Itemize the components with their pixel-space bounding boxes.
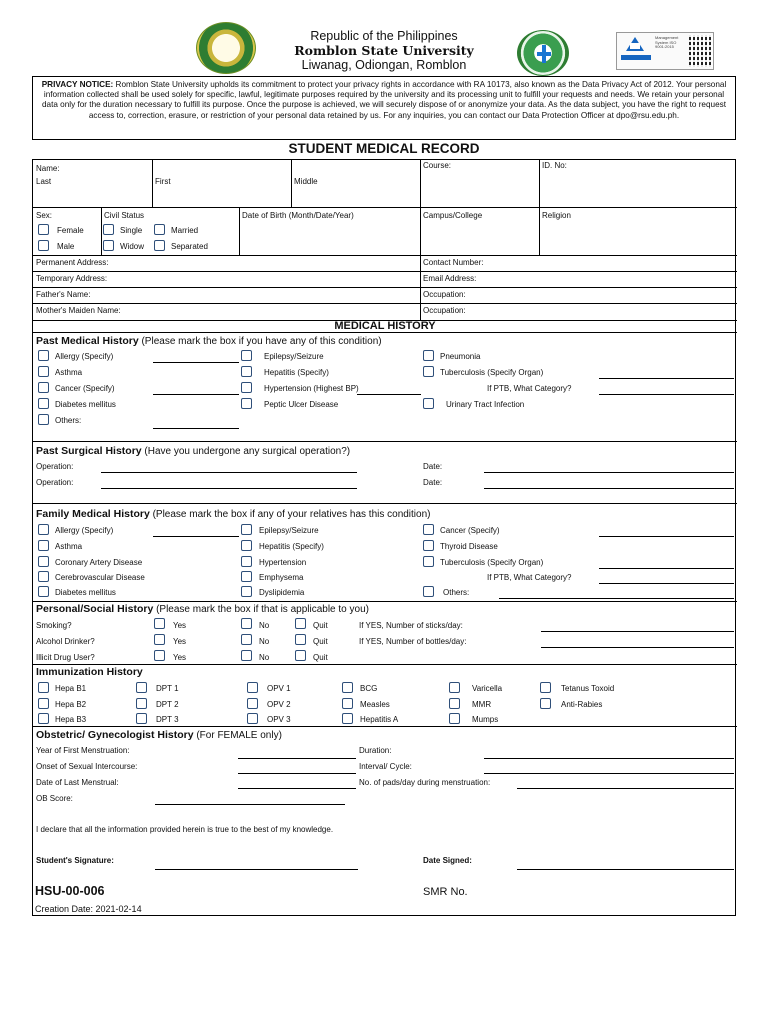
medical-history-heading: MEDICAL HISTORY	[334, 320, 436, 332]
student-signature-line[interactable]	[155, 869, 358, 870]
obgyn-history-title: Obstetric/ Gynecologist History (For FEMALE only)	[36, 729, 282, 741]
dpt2-label: DPT 2	[156, 700, 179, 709]
separated-checkbox[interactable]	[154, 240, 165, 251]
fmh-allergy-specify-line[interactable]	[153, 536, 239, 537]
tetanus-toxoid-label: Tetanus Toxoid	[561, 684, 615, 693]
fmh-others-checkbox[interactable]	[423, 586, 434, 597]
fmh-asthma-checkbox[interactable]	[38, 540, 49, 551]
course-field[interactable]: Course:	[423, 161, 452, 170]
married-checkbox[interactable]	[154, 224, 165, 235]
pmh-cancer-specify-line[interactable]	[153, 394, 239, 395]
hepa-b1-checkbox[interactable]	[38, 682, 49, 693]
smoking-no-label: No	[259, 621, 270, 630]
bcg-label: BCG	[360, 684, 378, 693]
single-label: Single	[120, 226, 143, 235]
last-menstrual-label: Date of Last Menstrual:	[36, 778, 119, 787]
illicit-drug-label: Illicit Drug User?	[36, 653, 95, 662]
dpt1-checkbox[interactable]	[136, 682, 147, 693]
pmh-peptic-ulcer-label: Peptic Ulcer Disease	[264, 400, 339, 409]
pmh-asthma-checkbox[interactable]	[38, 366, 49, 377]
first-menstruation-line[interactable]	[238, 758, 356, 759]
university-address: Liwanag, Odiongan, Romblon	[301, 58, 467, 72]
fmh-epilepsy-checkbox[interactable]	[241, 524, 252, 535]
bottles-per-day-line[interactable]	[541, 647, 734, 648]
health-services-logo	[517, 30, 569, 76]
interval-cycle-label: Interval/ Cycle:	[359, 762, 412, 771]
middle-name-field[interactable]: Middle	[294, 177, 318, 186]
fmh-cad-label: Coronary Artery Disease	[55, 558, 143, 567]
fmh-allergy-label: Allergy (Specify)	[55, 526, 114, 535]
pmh-uti-checkbox[interactable]	[423, 398, 434, 409]
name-label: Name:	[36, 164, 60, 173]
medical-cross-icon	[537, 45, 551, 63]
bcg-checkbox[interactable]	[342, 682, 353, 693]
creation-date: Creation Date: 2021-02-14	[35, 904, 142, 914]
pmh-allergy-label: Allergy (Specify)	[55, 352, 114, 361]
anti-rabies-checkbox[interactable]	[540, 698, 551, 709]
fmh-hypertension-checkbox[interactable]	[241, 556, 252, 567]
opv1-label: OPV 1	[267, 684, 291, 693]
married-label: Married	[171, 226, 199, 235]
fmh-ptb-category-label: If PTB, What Category?	[487, 573, 572, 582]
pmh-hypertension-bp-line[interactable]	[357, 394, 421, 395]
operation-2-date-label: Date:	[423, 478, 443, 487]
form-title: STUDENT MEDICAL RECORD	[288, 141, 480, 156]
pmh-cancer-checkbox[interactable]	[38, 382, 49, 393]
fmh-hepatitis-checkbox[interactable]	[241, 540, 252, 551]
alcohol-yes-checkbox[interactable]	[154, 634, 165, 645]
operation-2-date-line[interactable]	[484, 488, 734, 489]
fmh-cancer-label: Cancer (Specify)	[440, 526, 500, 535]
fathers-name-field[interactable]: Father's Name:	[36, 290, 91, 299]
pmh-asthma-label: Asthma	[55, 368, 83, 377]
dpt3-checkbox[interactable]	[136, 713, 147, 724]
alcohol-no-checkbox[interactable]	[241, 634, 252, 645]
fmh-diabetes-label: Diabetes mellitus	[55, 588, 116, 597]
opv2-checkbox[interactable]	[247, 698, 258, 709]
sticks-per-day-line[interactable]	[541, 631, 734, 632]
operation-2-line[interactable]	[101, 488, 357, 489]
pads-per-day-label: No. of pads/day during menstruation:	[359, 778, 491, 787]
mmr-checkbox[interactable]	[449, 698, 460, 709]
past-surgical-history-title: Past Surgical History (Have you undergone any surgical operation?)	[36, 445, 351, 457]
tetanus-toxoid-checkbox[interactable]	[540, 682, 551, 693]
mumps-label: Mumps	[472, 715, 499, 724]
smoking-yes-checkbox[interactable]	[154, 618, 165, 629]
family-medical-history-title: Family Medical History (Please mark the box if any of your relatives has this condition)	[36, 508, 431, 520]
opv3-checkbox[interactable]	[247, 713, 258, 724]
varicella-label: Varicella	[472, 684, 503, 693]
privacy-notice	[32, 76, 736, 140]
fmh-thyroid-checkbox[interactable]	[423, 540, 434, 551]
pmh-ptb-category-label: If PTB, What Category?	[487, 384, 572, 393]
smoking-quit-checkbox[interactable]	[295, 618, 306, 629]
hepa-b1-label: Hepa B1	[55, 684, 87, 693]
fmh-tuberculosis-organ-line[interactable]	[599, 568, 734, 569]
bottles-per-day-label: If YES, Number of bottles/day:	[359, 637, 467, 646]
pmh-diabetes-label: Diabetes mellitus	[55, 400, 116, 409]
form-code: HSU-00-006	[35, 884, 105, 898]
fmh-others-line[interactable]	[499, 598, 734, 599]
pmh-peptic-ulcer-checkbox[interactable]	[241, 398, 252, 409]
pmh-pneumonia-checkbox[interactable]	[423, 350, 434, 361]
drug-quit-checkbox[interactable]	[295, 650, 306, 661]
fmh-emphysema-label: Emphysema	[259, 573, 304, 582]
student-signature-label: Student's Signature:	[36, 856, 114, 865]
operation-1-date-line[interactable]	[484, 472, 734, 473]
civil-status-label: Civil Status	[104, 211, 145, 220]
sticks-per-day-label: If YES, Number of sticks/day:	[359, 621, 463, 630]
widow-label: Widow	[120, 242, 145, 251]
fmh-cvd-label: Cerebrovascular Disease	[55, 573, 145, 582]
pmh-others-label: Others:	[55, 416, 82, 425]
last-name-field[interactable]: Last	[36, 177, 52, 186]
fmh-emphysema-checkbox[interactable]	[241, 571, 252, 582]
measles-checkbox[interactable]	[342, 698, 353, 709]
medical-record-form	[32, 159, 736, 916]
pmh-pneumonia-label: Pneumonia	[440, 352, 481, 361]
permanent-address-field[interactable]: Permanent Address:	[36, 258, 109, 267]
iso-certification-badge	[616, 32, 714, 70]
onset-intercourse-line[interactable]	[238, 773, 356, 774]
mothers-name-field[interactable]: Mother's Maiden Name:	[36, 306, 121, 315]
ob-score-line[interactable]	[155, 804, 345, 805]
fmh-hepatitis-label: Hepatitis (Specify)	[259, 542, 324, 551]
campus-field[interactable]: Campus/College	[423, 211, 483, 220]
pmh-allergy-checkbox[interactable]	[38, 350, 49, 361]
fmh-epilepsy-label: Epilepsy/Seizure	[259, 526, 319, 535]
hepa-b2-label: Hepa B2	[55, 700, 87, 709]
fmh-others-label: Others:	[443, 588, 470, 597]
operation-1-date-label: Date:	[423, 462, 443, 471]
dob-field[interactable]: Date of Birth (Month/Date/Year)	[242, 211, 354, 220]
pmh-tuberculosis-checkbox[interactable]	[423, 366, 434, 377]
pmh-diabetes-line[interactable]	[153, 428, 239, 429]
first-menstruation-label: Year of First Menstruation:	[36, 746, 130, 755]
university-name: Romblon State University	[294, 43, 474, 58]
alcohol-label: Alcohol Drinker?	[36, 637, 95, 646]
document-header	[0, 0, 768, 76]
female-checkbox[interactable]	[38, 224, 49, 235]
opv1-checkbox[interactable]	[247, 682, 258, 693]
varicella-checkbox[interactable]	[449, 682, 460, 693]
fmh-cad-checkbox[interactable]	[38, 556, 49, 567]
smoking-quit-label: Quit	[313, 621, 328, 630]
ob-score-label: OB Score:	[36, 794, 73, 803]
immunization-history-title: Immunization History	[36, 666, 143, 678]
widow-checkbox[interactable]	[103, 240, 114, 251]
fmh-cancer-specify-line[interactable]	[599, 536, 734, 537]
pmh-others-checkbox[interactable]	[38, 414, 49, 425]
hepa-b3-checkbox[interactable]	[38, 713, 49, 724]
cert-text: Management System ISO 9001:2015	[655, 35, 679, 49]
alcohol-no-label: No	[259, 637, 270, 646]
fmh-tuberculosis-checkbox[interactable]	[423, 556, 434, 567]
id-no-field[interactable]: ID. No:	[542, 161, 567, 170]
dpt2-checkbox[interactable]	[136, 698, 147, 709]
father-occupation-field[interactable]: Occupation:	[423, 290, 466, 299]
fmh-thyroid-label: Thyroid Disease	[440, 542, 498, 551]
interval-cycle-line[interactable]	[484, 773, 734, 774]
date-signed-line[interactable]	[517, 869, 734, 870]
smoking-yes-label: Yes	[173, 621, 187, 630]
female-label: Female	[57, 226, 84, 235]
operation-1-line[interactable]	[101, 472, 357, 473]
fmh-tuberculosis-label: Tuberculosis (Specify Organ)	[440, 558, 544, 567]
male-checkbox[interactable]	[38, 240, 49, 251]
separated-label: Separated	[171, 242, 208, 251]
opv2-label: OPV 2	[267, 700, 291, 709]
fmh-allergy-checkbox[interactable]	[38, 524, 49, 535]
alcohol-quit-label: Quit	[313, 637, 328, 646]
smoking-no-checkbox[interactable]	[241, 618, 252, 629]
pmh-hypertension-checkbox[interactable]	[241, 382, 252, 393]
hepa-b3-label: Hepa B3	[55, 715, 87, 724]
fmh-cancer-checkbox[interactable]	[423, 524, 434, 535]
drug-yes-checkbox[interactable]	[154, 650, 165, 661]
hepatitis-a-label: Hepatitis A	[360, 715, 399, 724]
pmh-hypertension-label: Hypertension (Highest BP)	[264, 384, 359, 393]
hepatitis-a-checkbox[interactable]	[342, 713, 353, 724]
drug-no-label: No	[259, 653, 270, 662]
fmh-dyslipidemia-checkbox[interactable]	[241, 586, 252, 597]
pmh-tuberculosis-organ-line[interactable]	[599, 378, 734, 379]
single-checkbox[interactable]	[103, 224, 114, 235]
duration-line[interactable]	[484, 758, 734, 759]
operation-1-label: Operation:	[36, 462, 74, 471]
smoking-label: Smoking?	[36, 621, 72, 630]
fmh-ptb-category-line[interactable]	[599, 583, 734, 584]
hepa-b2-checkbox[interactable]	[38, 698, 49, 709]
drug-yes-label: Yes	[173, 653, 187, 662]
fmh-diabetes-checkbox[interactable]	[38, 586, 49, 597]
pmh-hepatitis-checkbox[interactable]	[241, 366, 252, 377]
pmh-ptb-category-line[interactable]	[599, 394, 734, 395]
mother-occupation-field[interactable]: Occupation:	[423, 306, 466, 315]
date-signed-label: Date Signed:	[423, 856, 472, 865]
onset-intercourse-label: Onset of Sexual Intercourse:	[36, 762, 138, 771]
pmh-uti-label: Urinary Tract Infection	[446, 400, 525, 409]
pmh-tuberculosis-label: Tuberculosis (Specify Organ)	[440, 368, 544, 377]
alcohol-quit-checkbox[interactable]	[295, 634, 306, 645]
email-field[interactable]: Email Address:	[423, 274, 477, 283]
privacy-text: Romblon State University upholds its commitment to protect your privacy rights in accordance with RA 10173, also known as the Data Privacy Act of 2012. Your personal information collected shall be used solely for specific, lawful, legitimate purposes required by the university and its processing unit to fulfill your requests and needs. We retain your personal data only for the duration necessary to fulfill its purpose. Once the purpose is achieved, we will securely dispose of or anonymize your data. As the data subject, you have the right to request access to, correction, erasure, or restriction of your personal data retained by us. For any inquiries, you can contact our Data Protection Officer at dpo@rsu.edu.ph.	[41, 80, 727, 120]
alcohol-yes-label: Yes	[173, 637, 187, 646]
smr-no-field[interactable]: SMR No.	[423, 886, 468, 898]
pmh-diabetes-checkbox[interactable]	[38, 398, 49, 409]
personal-social-history-title: Personal/Social History (Please mark the box if that is applicable to you)	[36, 603, 369, 615]
anti-rabies-label: Anti-Rabies	[561, 700, 603, 709]
pmh-hepatitis-label: Hepatitis (Specify)	[264, 368, 329, 377]
mmr-label: MMR	[472, 700, 492, 709]
last-menstrual-line[interactable]	[238, 788, 356, 789]
mumps-checkbox[interactable]	[449, 713, 460, 724]
republic-line: Republic of the Philippines	[310, 29, 458, 43]
pmh-epilepsy-checkbox[interactable]	[241, 350, 252, 361]
drug-quit-label: Quit	[313, 653, 328, 662]
opv3-label: OPV 3	[267, 715, 291, 724]
sex-label: Sex:	[36, 211, 53, 220]
duration-label: Duration:	[359, 746, 392, 755]
religion-field[interactable]: Religion	[542, 211, 571, 220]
fmh-asthma-label: Asthma	[55, 542, 83, 551]
operation-2-label: Operation:	[36, 478, 74, 487]
past-medical-history-title: Past Medical History (Please mark the box if you have any of this condition)	[36, 335, 382, 347]
temporary-address-field[interactable]: Temporary Address:	[36, 274, 108, 283]
pmh-cancer-label: Cancer (Specify)	[55, 384, 115, 393]
fmh-cvd-checkbox[interactable]	[38, 571, 49, 582]
fmh-dyslipidemia-label: Dyslipidemia	[259, 588, 305, 597]
pmh-epilepsy-label: Epilepsy/Seizure	[264, 352, 324, 361]
dpt1-label: DPT 1	[156, 684, 179, 693]
measles-label: Measles	[360, 700, 390, 709]
pads-per-day-line[interactable]	[517, 788, 734, 789]
fmh-hypertension-label: Hypertension	[259, 558, 307, 567]
dpt3-label: DPT 3	[156, 715, 179, 724]
drug-no-checkbox[interactable]	[241, 650, 252, 661]
contact-number-field[interactable]: Contact Number:	[423, 258, 484, 267]
pmh-allergy-specify-line[interactable]	[153, 362, 239, 363]
first-name-field[interactable]: First	[155, 177, 171, 186]
declaration-text: I declare that all the information provided herein is true to the best of my knowledge.	[36, 825, 334, 834]
privacy-label: PRIVACY NOTICE:	[41, 80, 114, 89]
male-label: Male	[57, 242, 75, 251]
